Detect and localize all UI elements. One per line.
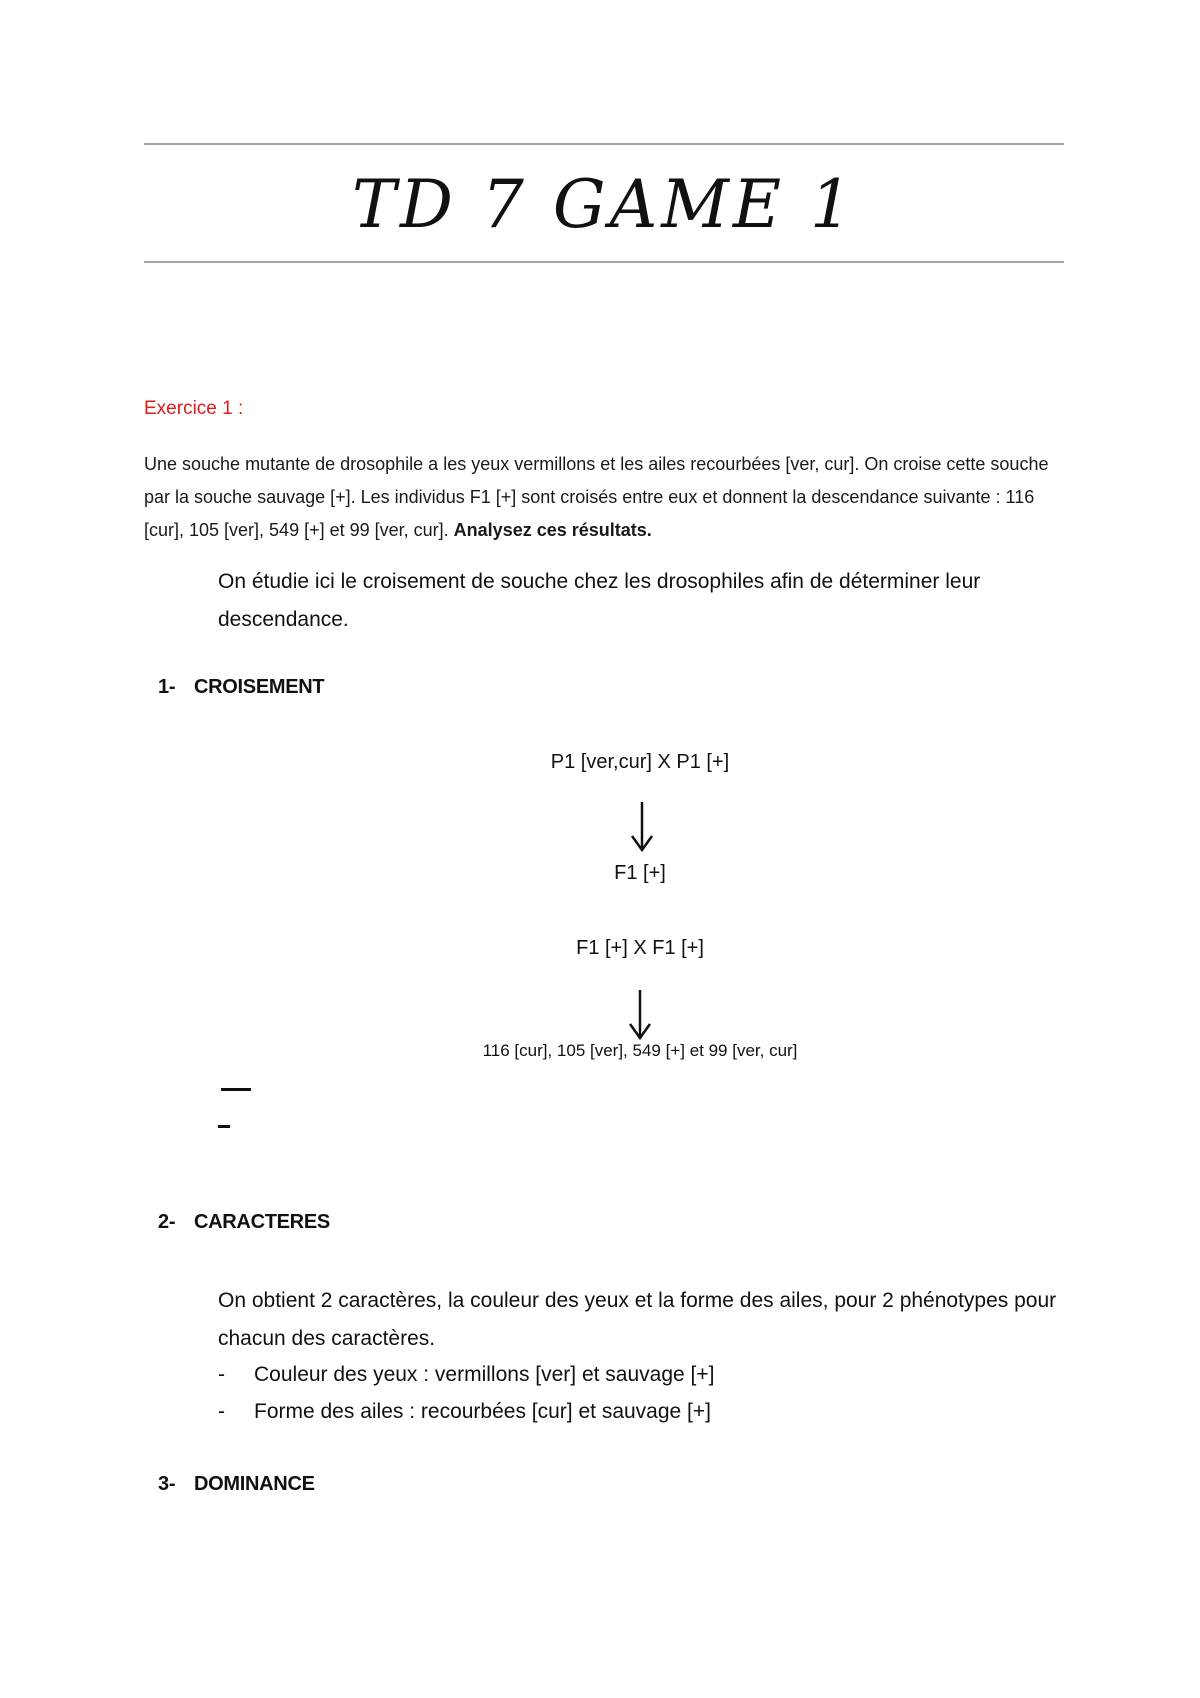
bullet-text: Couleur des yeux : vermillons [ver] et sauvage [+] [254, 1363, 715, 1386]
exercise-statement [144, 448, 1074, 547]
section-heading-caracteres [158, 1211, 330, 1234]
section-number: 2- [158, 1211, 176, 1233]
section-number: 1- [158, 676, 176, 698]
bullet-dash: - [218, 1363, 225, 1386]
cross-f1-cross: F1 [+] X F1 [+] [576, 937, 704, 959]
down-arrow-icon [625, 988, 655, 1042]
intro-paragraph: On étudie ici le croisement de souche chez les drosophiles afin de déterminer leur descendance. [218, 570, 981, 631]
exercise-instruction: Analysez ces résultats. [453, 520, 652, 540]
exercise-heading: Exercice 1 : [144, 398, 244, 419]
title-bottom-rule [144, 261, 1064, 263]
section-heading-croisement [158, 676, 324, 699]
section-number: 3- [158, 1473, 176, 1495]
section-title: DOMINANCE [194, 1473, 315, 1495]
bullet-item [218, 1393, 711, 1430]
bullet-dash: - [218, 1400, 225, 1423]
page-title: TD 7 GAME 1 [351, 166, 856, 243]
stray-dash-mark [221, 1088, 251, 1091]
title-top-rule [144, 143, 1064, 145]
section-title: CROISEMENT [194, 676, 325, 698]
bullet-text: Forme des ailes : recourbées [cur] et sauvage [+] [254, 1400, 711, 1423]
cross-parents: P1 [ver,cur] X P1 [+] [550, 751, 730, 773]
stray-dash-mark [218, 1125, 230, 1128]
section-heading-dominance [158, 1473, 315, 1496]
cross-offspring: 116 [cur], 105 [ver], 549 [+] et 99 [ver, cur] [482, 1041, 798, 1060]
cross-f1: F1 [+] [614, 862, 666, 884]
exercise-statement-text: Une souche mutante de drosophile a les yeux vermillons et les ailes recourbées [ver, cur]. On croise cette souche par la souche sauvage [+]. Les individus F1 [+] sont croisés entre eux et donnent la descendance suivante : 116 [cur], 105 [ver], 549 [+] et 99 [ver, cur]. [144, 454, 1049, 540]
characters-paragraph: On obtient 2 caractères, la couleur des yeux et la forme des ailes, pour 2 phénotypes pour chacun des caractères. [218, 1289, 1057, 1350]
section-title: CARACTERES [194, 1211, 330, 1233]
bullet-item [218, 1356, 714, 1393]
down-arrow-icon [627, 800, 657, 854]
